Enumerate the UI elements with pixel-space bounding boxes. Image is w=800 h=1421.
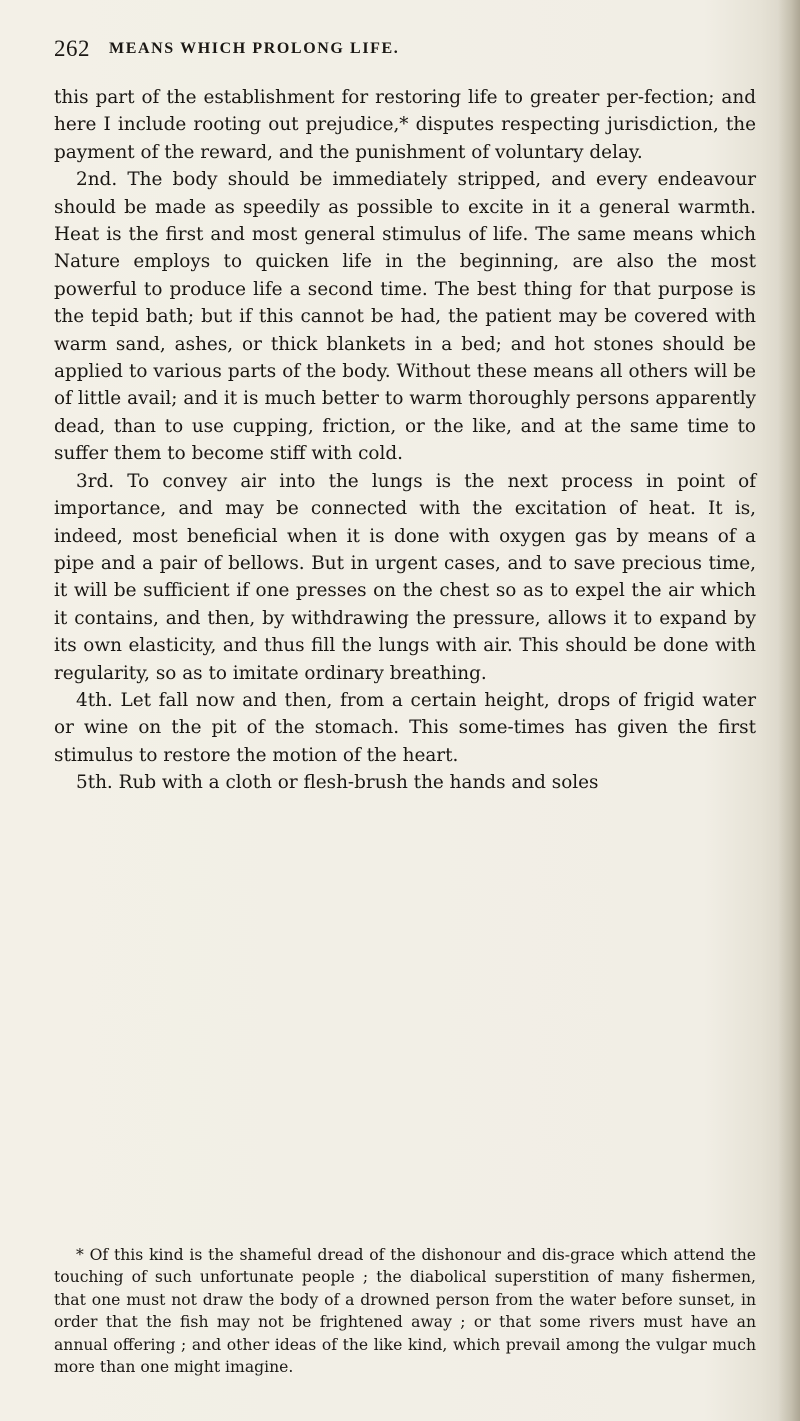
paragraph-4th: 4th. Let fall now and then, from a certain height, drops of frigid water or wine on the pit of the stomach. This some-times has given the first stimulus to restore the motion of the heart. bbox=[54, 689, 756, 766]
paragraph-2nd: 2nd. The body should be immediately stripped, and every endeavour should be made as speedily as possible to excite in it a general warmth. Heat is the first and most general stimulus of life. The same means which Nature employs to quicken life in the beginning, are also the most powerful to produce life a second time. The best thing for that purpose is the tepid bath; but if this cannot be had, the patient may be covered with warm sand, ashes, or thick blankets in a bed; and hot stones should be applied to various parts of the body. Without these means all others will be of little avail; and it is much better to warm thoroughly persons apparently dead, than to use cupping, friction, or the like, and at the same time to suffer them to become stiff with cold. bbox=[54, 169, 756, 465]
page-number: 262 bbox=[54, 36, 90, 61]
paragraph-3rd: 3rd. To convey air into the lungs is the next process in point of importance, and may be connected with the excitation of heat. It is, indeed, most beneficial when it is done with oxygen gas by means of a pipe and a pair of bellows. But in urgent cases, and to save precious time, it will be sufficient if one presses on the chest so as to expel the air which it contains, and then, by withdrawing the pressure, allows it to expand by its own elasticity, and thus fill the lungs with air. This should be done with regularity, so as to imitate ordinary breathing. bbox=[54, 470, 756, 684]
paragraph-continuation: this part of the establishment for restoring life to greater per-fection; and here I include rooting out prejudice,* disputes respecting jurisdiction, the payment of the reward, and the punishment of voluntary delay. bbox=[54, 87, 756, 163]
paragraph-5th: 5th. Rub with a cloth or flesh-brush the hands and soles bbox=[76, 772, 599, 794]
running-title: MEANS WHICH PROLONG LIFE. bbox=[109, 40, 400, 57]
page-edge-shadow bbox=[778, 0, 800, 1421]
footnote-text: * Of this kind is the shameful dread of the dishonour and dis-grace which attend the touching of such unfortunate people ; the diabolical superstition of many fishermen, that one must not draw the body of a drowned person from the water before sunset, in order that the fish may not be frightened away ; or that some rivers must have an annual offering ; and other ideas of the like kind, which prevail among the vulgar much more than one might imagine. bbox=[54, 1246, 756, 1377]
footnote bbox=[54, 1244, 756, 1378]
main-text bbox=[54, 84, 756, 797]
page-header bbox=[54, 36, 754, 60]
